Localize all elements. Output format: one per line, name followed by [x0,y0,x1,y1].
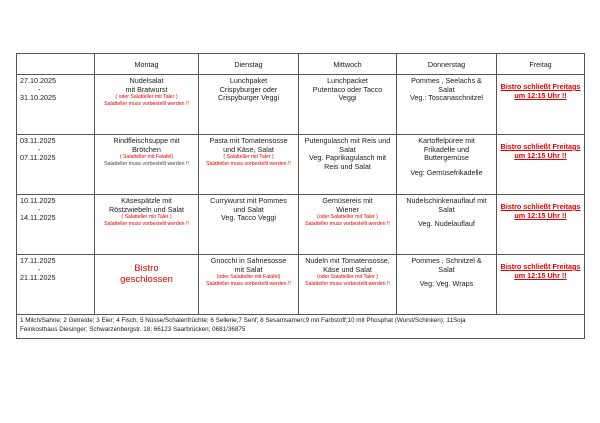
week-end-date: 14.11.2025 [20,213,56,223]
bistro-closing-time: um 12:15 Uhr !! [514,150,567,160]
menu-cell-donnerstag [397,195,497,255]
week-start-date: 03.11.2025 [20,136,56,145]
menu-line: Käsespätzle mit [121,196,172,205]
bistro-closing-notice: Bistro schließt Freitags [500,82,581,91]
week-date-range [17,135,95,195]
footer-row [17,315,585,339]
bistro-closed-label: Bistro [134,263,159,274]
salad-alternative-note: (oder Salatteller mit Taler ) [317,214,378,221]
menu-line: und Käse, Salat [223,144,274,154]
menu-line: Salat [438,84,455,94]
menu-line: Lunchpacket [327,76,368,85]
menu-cell-montag [95,195,199,255]
menu-cell-montag [95,255,199,315]
week-end-date: 31.10.2025 [20,93,56,103]
menu-line: Röstzwiebeln und Salat [108,204,185,214]
week-date-range [17,75,95,135]
preorder-note: Salatteller muss vorbestellt werden !! [104,160,189,167]
bistro-closed-label: geschlossen [120,274,173,285]
menu-line: Reis und Salat [324,161,371,171]
menu-cell-dienstag [199,75,299,135]
salad-alternative-note: ( Salatteller mit Taler ) [223,154,274,161]
header-row [17,54,585,75]
preorder-note: Salatteller muss vorbestellt werden !! [104,220,189,227]
bistro-closing-time: um 12:15 Uhr !! [514,270,567,280]
week-end-date: 21.11.2025 [20,273,56,283]
week-date-range [17,195,95,255]
preorder-note: Salatteller muss vorbestellt werden !! [206,160,291,167]
menu-cell-freitag [497,195,585,255]
menu-cell-freitag [497,255,585,315]
bistro-closing-time: um 12:15 Uhr !! [514,210,567,220]
menu-line: Salat [438,204,455,214]
week-end-date: 07.11.2025 [20,153,56,163]
menu-line: Putengulasch mit Reis und [304,136,391,145]
salad-alternative-note: ( Salatteller mit Taler ) [121,214,172,221]
menu-cell-freitag [497,75,585,135]
allergen-legend: 1 Milch/Sahne; 2 Getreide; 3 Eier; 4 Fisch; 5 Nüsse/Schalenfrüchte; 6 Sellerie;7 Senf; 8 Sesamsamen;9 mit Farbstoff;10 mit Phosphat (Wurst/Schinken); 11Soja [20,317,466,324]
week-row [17,135,585,195]
menu-line: Gemüsereis mit [322,196,373,205]
menu-line: mit Bratwurst [125,84,168,94]
menu-cell-donnerstag [397,135,497,195]
week-row [17,255,585,315]
menu-line: Veggi [338,93,357,103]
menu-line: Wiener [336,204,359,214]
menu-cell-mittwoch [299,255,397,315]
menu-line: Nudelsalat [129,76,164,85]
week-date-range [17,255,95,315]
menu-line: Currywurst mit Pommes [210,196,287,205]
menu-cell-dienstag [199,255,299,315]
menu-cell-mittwoch [299,135,397,195]
menu-line: Lunchpaket [229,76,268,85]
week-row [17,75,585,135]
menu-cell-donnerstag [397,255,497,315]
week-start-date: 27.10.2025 [20,76,56,85]
week-start-date: 10.11.2025 [20,196,56,205]
menu-line: Gnocchi in Sahnesosse [210,256,287,265]
veggie-option: Veg: Veg. Wraps [419,279,474,289]
bistro-closing-notice: Bistro schließt Freitags [500,262,581,271]
salad-alternative-note: (oder Salatteller mit Falafel) [216,274,281,281]
day-header-freitag: Freitag [497,54,585,75]
menu-line: Nudeln mit Tomatensosse, [305,256,390,265]
menu-cell-freitag [497,135,585,195]
day-header-mittwoch: Mittwoch [299,54,397,75]
menu-line: Salat [339,144,356,154]
menu-line: mit Salat [234,264,263,274]
menu-line: Pommes , Schnitzel & [411,256,482,265]
preorder-note: Salatteller muss vorbestellt werden !! [305,280,390,287]
date-separator: - [38,144,41,154]
menu-line: Veg.: Toscanaschnitzel [410,93,483,103]
company-address: Feinkosthaus Diesinger; Schwarzenbergstr. 18; 66123 Saarbrücken; 0681/36875 [20,326,246,333]
menu-line: Buttergemüse [424,153,469,163]
bistro-closing-notice: Bistro schließt Freitags [500,202,581,211]
menu-cell-mittwoch [299,75,397,135]
salad-alternative-note: (oder Salatteller mit Taler ) [317,274,378,281]
menu-line: und Salat [233,204,264,214]
week-start-date: 17.11.2025 [20,256,56,265]
menu-cell-mittwoch [299,195,397,255]
menu-line: Crispyburger oder [219,84,278,94]
menu-line: Frikadelle und [423,144,470,154]
footer-cell [17,315,585,339]
menu-line: Veg. Tacco Veggi [220,213,276,223]
date-column-header [17,54,95,75]
veggie-option: Veg: Gemüsefrikadelle [410,167,483,177]
menu-line: Kartoffelpüree mit [418,136,475,145]
preorder-note: Salatteller muss vorbestellt werden !! [206,280,291,287]
bistro-closing-time: um 12:15 Uhr !! [514,90,567,100]
salad-alternative-note: ( oder Salatteller mit Taler ) [115,94,178,101]
bistro-closing-notice: Bistro schließt Freitags [500,142,581,151]
menu-line: Brötchen [132,144,161,154]
menu-line: Nudelschinkenauflauf mit [406,196,487,205]
menu-cell-dienstag [199,135,299,195]
menu-line: Rindfleischsuppe mit [113,136,180,145]
menu-line: Crispyburger Veggi [217,93,280,103]
preorder-note: Salatteller muss vorbestellt werden !! [104,100,189,107]
week-row [17,195,585,255]
veggie-option: Veg. Nudelauflauf [418,219,475,229]
menu-line: Veg. Paprikagulasch mit [308,153,387,163]
menu-line: Pasta mit Tomatensosse [209,136,288,145]
weekly-menu-table [16,53,585,339]
menu-cell-montag [95,135,199,195]
day-header-dienstag: Dienstag [199,54,299,75]
menu-sheet [16,53,584,339]
day-header-donnerstag: Donnerstag [397,54,497,75]
date-separator: - [38,204,41,214]
preorder-note: Salatteller muss vorbestellt werden !! [305,220,390,227]
menu-line: Putentaco oder Tacco [312,84,383,94]
day-header-montag: Montag [95,54,199,75]
menu-cell-montag [95,75,199,135]
salad-alternative-note: ( Salatteller mit Falafel) [119,154,174,161]
date-separator: - [38,264,41,274]
date-separator: - [38,84,41,94]
menu-cell-donnerstag [397,75,497,135]
menu-line: Pommes , Seelachs & [411,76,482,85]
menu-line: Salat [438,264,455,274]
menu-cell-dienstag [199,195,299,255]
menu-line: Käse und Salat [323,264,372,274]
